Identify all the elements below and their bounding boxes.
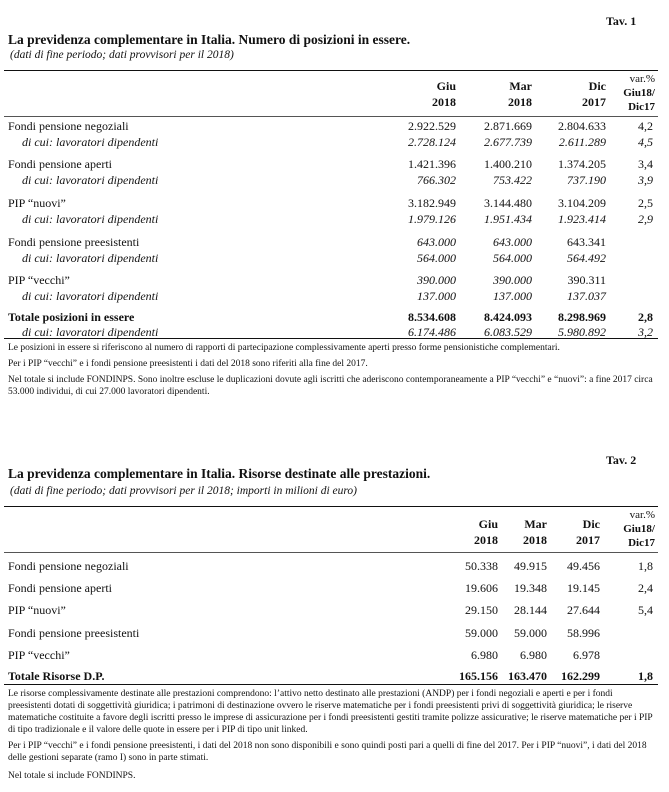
value-mar2018: 8.424.093 bbox=[484, 310, 532, 324]
table-row bbox=[0, 134, 669, 150]
value-giu2018: 643.000 bbox=[417, 235, 456, 249]
row-label: Fondi pensione preesistenti bbox=[8, 235, 140, 249]
table1-bottom-rule bbox=[4, 338, 658, 339]
value-dic2017: 643.341 bbox=[567, 235, 606, 249]
row-label: di cui: lavoratori dipendenti bbox=[22, 173, 159, 187]
value-mar2018: 19.348 bbox=[514, 581, 547, 595]
table2-note-1 bbox=[8, 688, 658, 736]
table2-header-rule bbox=[4, 552, 658, 553]
value-var: 2,8 bbox=[638, 310, 653, 324]
value-mar2018: 753.422 bbox=[493, 173, 532, 187]
value-dic2017: 8.298.969 bbox=[558, 310, 606, 324]
value-var: 2,9 bbox=[638, 212, 653, 226]
value-giu2018: 6.980 bbox=[471, 648, 498, 662]
value-mar2018: 3.144.480 bbox=[484, 196, 532, 210]
row-label: PIP “nuovi” bbox=[8, 603, 66, 617]
value-mar2018: 28.144 bbox=[514, 603, 547, 617]
value-giu2018: 29.150 bbox=[465, 603, 498, 617]
value-giu2018: 19.606 bbox=[465, 581, 498, 595]
value-var: 2,4 bbox=[638, 581, 653, 595]
table1-note-2: Per i PIP “vecchi” e i fondi pensione preesistenti i dati del 2018 sono riferiti alla fine del 2017. bbox=[8, 359, 368, 369]
table2-number: Tav. 2 bbox=[606, 453, 637, 467]
table1-header-rule bbox=[4, 116, 658, 117]
table-row bbox=[0, 625, 669, 641]
table2-bottom-rule bbox=[4, 684, 658, 685]
value-dic2017: 1.923.414 bbox=[558, 212, 606, 226]
value-mar2018: 1.951.434 bbox=[484, 212, 532, 226]
table-row bbox=[0, 250, 669, 266]
table-row bbox=[0, 172, 669, 188]
row-label: Fondi pensione negoziali bbox=[8, 559, 129, 573]
table-row bbox=[0, 272, 669, 288]
table1-number: Tav. 1 bbox=[606, 14, 637, 28]
row-label: Fondi pensione aperti bbox=[8, 157, 112, 171]
value-dic2017: 5.980.892 bbox=[558, 325, 606, 339]
value-dic2017: 390.311 bbox=[567, 273, 606, 287]
value-giu2018: 2.922.529 bbox=[408, 119, 456, 133]
value-mar2018: 643.000 bbox=[493, 235, 532, 249]
value-var: 1,8 bbox=[638, 559, 653, 573]
value-var: 1,8 bbox=[638, 669, 653, 683]
table-row bbox=[0, 156, 669, 172]
row-label: di cui: lavoratori dipendenti bbox=[22, 135, 159, 149]
table-row bbox=[0, 288, 669, 304]
table-row bbox=[0, 647, 669, 663]
row-label: PIP “nuovi” bbox=[8, 196, 66, 210]
value-var: 4,5 bbox=[638, 135, 653, 149]
value-giu2018: 564.000 bbox=[417, 251, 456, 265]
table-row bbox=[0, 211, 669, 227]
row-label: di cui: lavoratori dipendenti bbox=[22, 212, 159, 226]
table-row bbox=[0, 602, 669, 618]
value-giu2018: 50.338 bbox=[465, 559, 498, 573]
value-giu2018: 1.979.126 bbox=[408, 212, 456, 226]
table2-note-2: Per i PIP “vecchi” e i fondi pensione preesistenti, i dati del 2018 non sono disponibili e sono quindi posti pari a quelli di fine del 2017. Per i PIP “nuovi”, i dati del 2018 delle gestioni separate (ramo I) sono in parte stimati. bbox=[8, 741, 647, 763]
value-mar2018: 137.000 bbox=[493, 289, 532, 303]
table-row bbox=[0, 309, 669, 325]
table-row bbox=[0, 558, 669, 574]
table1-header-mar2018: Mar 2018 bbox=[508, 79, 532, 109]
value-mar2018: 390.000 bbox=[493, 273, 532, 287]
table-row bbox=[0, 118, 669, 134]
table1-subtitle: (dati di fine periodo; dati provvisori per il 2018) bbox=[10, 49, 234, 61]
value-var: 3,2 bbox=[638, 325, 653, 339]
table1-header-giu2018: Giu 2018 bbox=[432, 79, 456, 109]
value-mar2018: 2.677.739 bbox=[484, 135, 532, 149]
table-row bbox=[0, 195, 669, 211]
table2-header-var: var.% Giu18/ Dic17 bbox=[623, 509, 655, 549]
table1-title: La previdenza complementare in Italia. Numero di posizioni in essere. bbox=[8, 32, 411, 47]
table1-top-rule bbox=[4, 70, 658, 71]
table-row bbox=[0, 668, 669, 684]
value-mar2018: 163.470 bbox=[508, 669, 547, 683]
value-giu2018: 2.728.124 bbox=[408, 135, 456, 149]
row-label: Totale posizioni in essere bbox=[8, 310, 135, 324]
value-giu2018: 3.182.949 bbox=[408, 196, 456, 210]
table2-header-dic2017: Dic 2017 bbox=[576, 517, 600, 547]
table2-title: La previdenza complementare in Italia. Risorse destinate alle prestazioni. bbox=[8, 466, 431, 481]
value-giu2018: 390.000 bbox=[417, 273, 456, 287]
value-giu2018: 59.000 bbox=[465, 626, 498, 640]
value-dic2017: 2.611.289 bbox=[558, 135, 606, 149]
value-var: 2,5 bbox=[638, 196, 653, 210]
table-row bbox=[0, 580, 669, 596]
value-dic2017: 2.804.633 bbox=[558, 119, 606, 133]
value-mar2018: 59.000 bbox=[514, 626, 547, 640]
value-dic2017: 6.978 bbox=[573, 648, 600, 662]
table1-note-1: Le posizioni in essere si riferiscono al numero di rapporti di partecipazione complessivamente aperti presso forme pensionistiche complementari. bbox=[8, 343, 560, 353]
table2-header-mar2018: Mar 2018 bbox=[523, 517, 547, 547]
row-label: Fondi pensione negoziali bbox=[8, 119, 129, 133]
value-var: 3,4 bbox=[638, 157, 653, 171]
table1-header-dic2017: Dic 2017 bbox=[582, 79, 606, 109]
row-label: di cui: lavoratori dipendenti bbox=[22, 289, 159, 303]
value-dic2017: 162.299 bbox=[561, 669, 600, 683]
value-mar2018: 49.915 bbox=[514, 559, 547, 573]
row-label: di cui: lavoratori dipendenti bbox=[22, 251, 159, 265]
value-dic2017: 3.104.209 bbox=[558, 196, 606, 210]
table2-subtitle: (dati di fine periodo; dati provvisori per il 2018; importi in milioni di euro) bbox=[10, 485, 357, 497]
row-label: di cui: lavoratori dipendenti bbox=[22, 325, 159, 339]
value-dic2017: 49.456 bbox=[567, 559, 600, 573]
value-giu2018: 8.534.608 bbox=[408, 310, 456, 324]
value-var: 5,4 bbox=[638, 603, 653, 617]
value-dic2017: 137.037 bbox=[567, 289, 606, 303]
value-dic2017: 564.492 bbox=[567, 251, 606, 265]
table2-note-3: Nel totale si include FONDINPS. bbox=[8, 771, 136, 781]
value-giu2018: 165.156 bbox=[459, 669, 498, 683]
value-dic2017: 737.190 bbox=[567, 173, 606, 187]
value-mar2018: 564.000 bbox=[493, 251, 532, 265]
table-row bbox=[0, 234, 669, 250]
row-label: Fondi pensione aperti bbox=[8, 581, 112, 595]
table2-header-giu2018: Giu 2018 bbox=[474, 517, 498, 547]
table1-header-var: var.% Giu18/ Dic17 bbox=[623, 73, 655, 113]
value-mar2018: 2.871.669 bbox=[484, 119, 532, 133]
value-mar2018: 1.400.210 bbox=[484, 157, 532, 171]
table2-top-rule bbox=[4, 506, 658, 507]
value-mar2018: 6.083.529 bbox=[484, 325, 532, 339]
row-label: Totale Risorse D.P. bbox=[8, 669, 105, 683]
value-dic2017: 27.644 bbox=[567, 603, 600, 617]
value-dic2017: 1.374.205 bbox=[558, 157, 606, 171]
value-giu2018: 766.302 bbox=[417, 173, 456, 187]
value-var: 4,2 bbox=[638, 119, 653, 133]
value-giu2018: 1.421.396 bbox=[408, 157, 456, 171]
value-dic2017: 58.996 bbox=[567, 626, 600, 640]
value-dic2017: 19.145 bbox=[567, 581, 600, 595]
row-label: PIP “vecchi” bbox=[8, 273, 70, 287]
value-giu2018: 6.174.486 bbox=[408, 325, 456, 339]
value-giu2018: 137.000 bbox=[417, 289, 456, 303]
value-var: 3,9 bbox=[638, 173, 653, 187]
value-mar2018: 6.980 bbox=[520, 648, 547, 662]
row-label: Fondi pensione preesistenti bbox=[8, 626, 140, 640]
table2-note-1-text: Le risorse complessivamente destinate alle prestazioni comprendono: l’attivo netto destinato alle prestazioni (ANDP) per i fondi negoziali e aperti e per i fondi preesistenti dotati di soggettività giuridica; i patrimoni di destinazione ovvero le riserve matematiche per i fondi preesistenti privi di soggettività giuridica; le riserve matematiche costituite a favore degli iscritti presso le imprese di assicurazione per i fondi preesistenti gestiti tramite polizze assicurative; le riserve matematiche per i PIP di tipo tradizionale e il valore delle quote in essere per i PIP di tipo unit linked. bbox=[8, 689, 653, 735]
row-label: PIP “vecchi” bbox=[8, 648, 70, 662]
table1-note-3: Nel totale si include FONDINPS. Sono inoltre escluse le duplicazioni dovute agli iscritti che aderiscono contemporaneamente a PIP “vecchi” e “nuovi”: a fine 2017 circa 53.000 individui, di cui 27.000 lavoratori dipendenti. bbox=[8, 375, 653, 397]
